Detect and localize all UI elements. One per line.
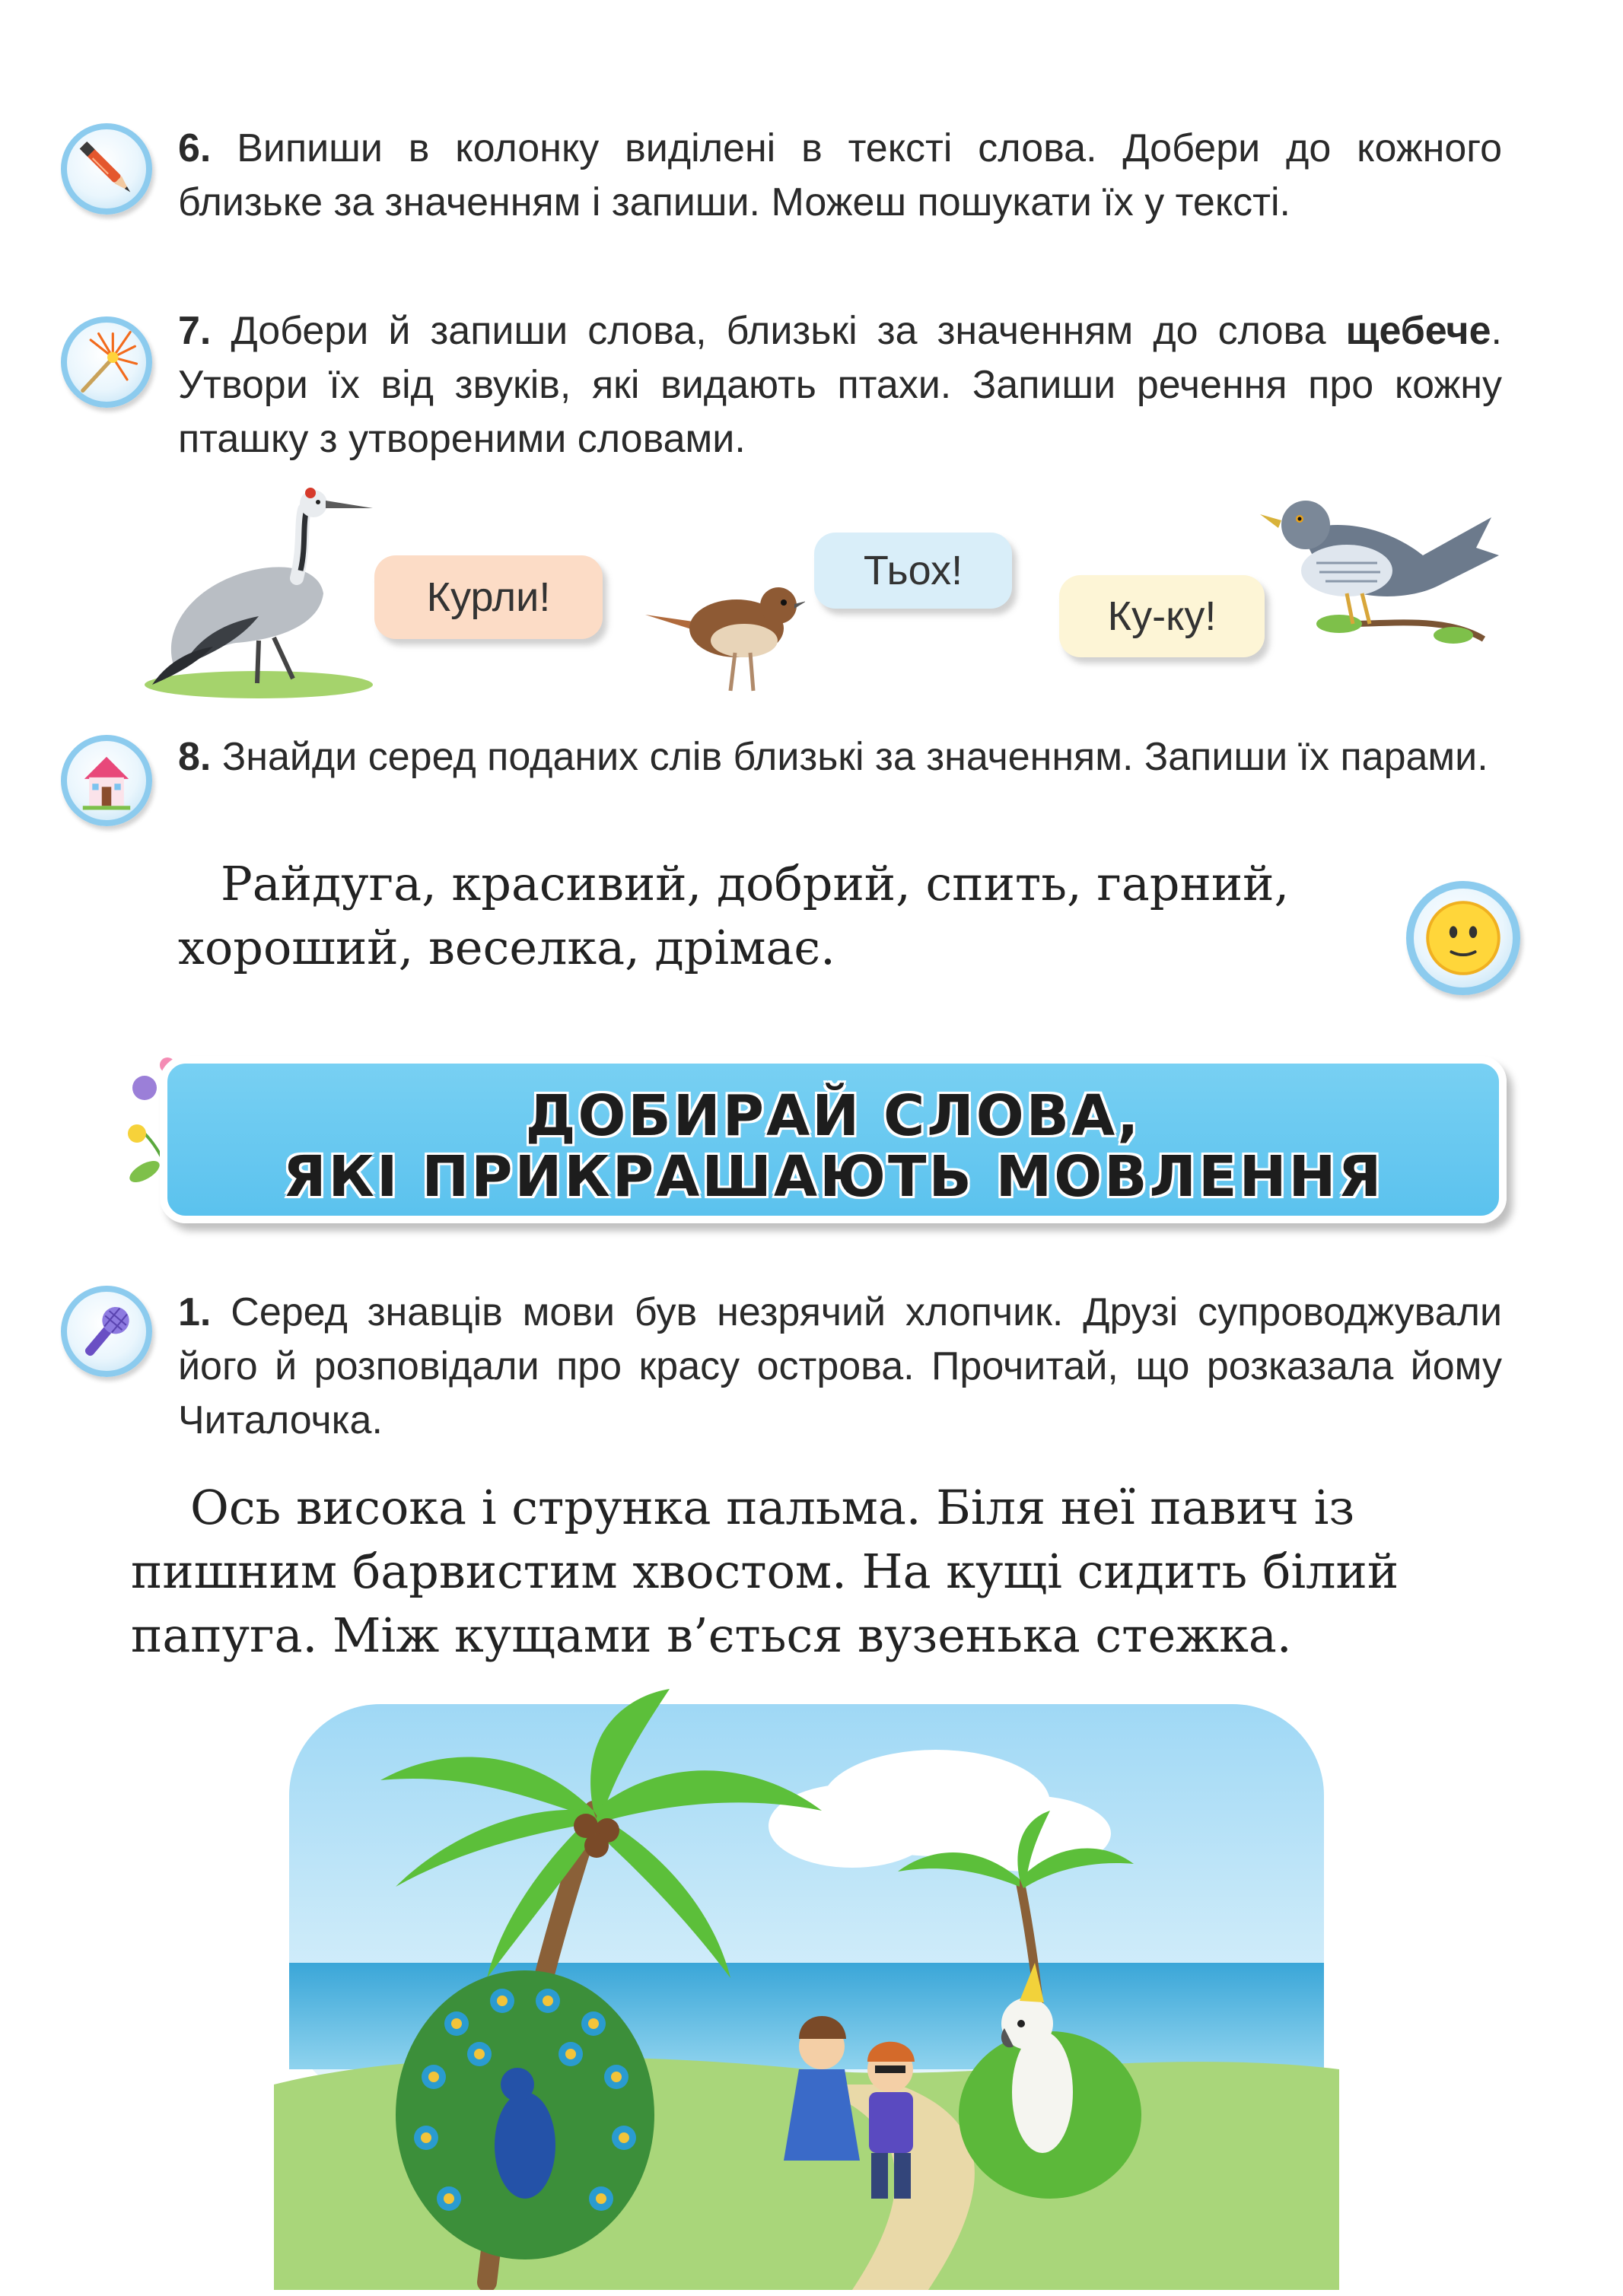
crane-speech-bubble xyxy=(374,555,603,639)
task-7-text-before: Добери й запиши слова, близькі за значенням до слова xyxy=(231,309,1326,353)
nightingale-sound: Тьох! xyxy=(863,548,963,593)
house-icon xyxy=(61,735,152,826)
task-6-text: Випиши в колонку виділені в тексті слова. Добери до кожного близьке за значенням і запиши. Можеш пошукати їх у тексті. xyxy=(178,126,1502,224)
task-7-bold-word: щебече xyxy=(1345,309,1491,353)
island-illustration xyxy=(274,1689,1339,2290)
cuckoo-sound: Ку-ку! xyxy=(1107,593,1217,639)
crane-illustration xyxy=(145,479,403,700)
smiley-icon xyxy=(1406,881,1520,995)
cuckoo-illustration xyxy=(1255,472,1499,654)
task-8-text: Знайди серед поданих слів близькі за значенням. Запиши їх парами. xyxy=(221,735,1488,779)
peacock xyxy=(396,1970,654,2259)
task-1-number: 1. xyxy=(178,1290,212,1334)
story-line-1: Ось висока і струнка пальма. Біля неї павич із xyxy=(190,1480,1355,1535)
section-title-line-2: ЯКІ ПРИКРАШАЮТЬ МОВЛЕННЯ xyxy=(282,1144,1384,1210)
task-7-number: 7. xyxy=(178,309,212,353)
task-8-number: 8. xyxy=(178,735,212,779)
story-line-3: папуга. Між кущами в’ється вузенька стежка. xyxy=(131,1608,1292,1663)
pen-icon xyxy=(61,123,152,215)
task-7 xyxy=(178,304,1502,466)
synonym-words-line-1: Райдуга, красивий, добрий, спить, гарний, xyxy=(221,856,1290,911)
nightingale-speech-bubble xyxy=(814,533,1012,609)
task-6-number: 6. xyxy=(178,126,212,170)
task-7-text-after: . Утвори їх від звуків, які видають птахи. Запиши речення про кожну пташку з утвореними словами. xyxy=(178,309,1502,461)
task-1 xyxy=(178,1286,1502,1448)
story-line-2: пишним барвистим хвостом. На кущі сидить білий xyxy=(131,1544,1399,1599)
nightingale-illustration xyxy=(645,561,805,698)
synonym-words-line-2: хороший, веселка, дрімає. xyxy=(178,920,835,975)
section-banner xyxy=(160,1056,1507,1223)
task-8 xyxy=(178,730,1502,784)
task-1-text: Серед знавців мови був незрячий хлопчик. Друзі супроводжували його й розповідали про красу острова. Прочитай, що розказала йому Читалочка. xyxy=(178,1290,1502,1442)
task-6 xyxy=(178,122,1502,230)
cuckoo-speech-bubble xyxy=(1059,575,1265,657)
section-title-line-1: ДОБИРАЙ СЛОВА, xyxy=(525,1083,1141,1149)
microphone-icon xyxy=(61,1286,152,1377)
crane-sound: Курли! xyxy=(426,574,551,620)
sparkler-icon xyxy=(61,316,152,408)
